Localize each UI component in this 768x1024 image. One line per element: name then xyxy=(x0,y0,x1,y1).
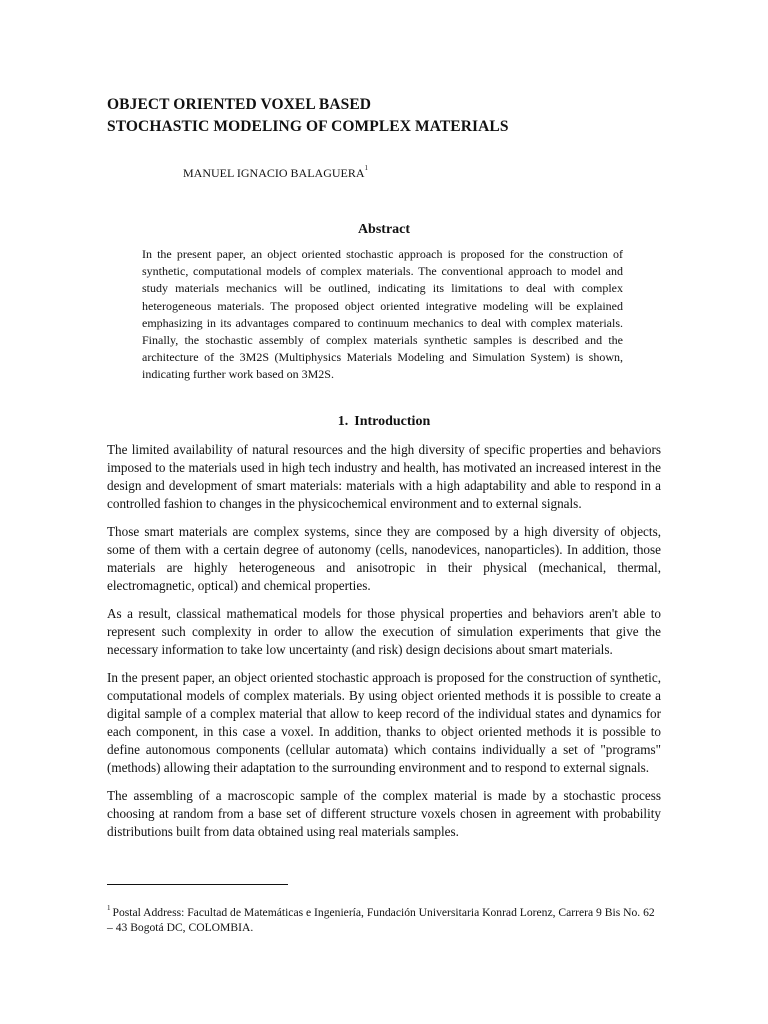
intro-paragraph: In the present paper, an object oriented stochastic approach is proposed for the construction of synthetic, computational models of complex materials. By using object oriented methods it is possible to create a digital sample of a complex material that allow to keep record of the individual states and dynamics for each component, in this case a voxel. In addition, thanks to object oriented methods it is possible to define autonomous components (cellular automata) which contains individually a set of "programs" (methods) allowing their adaptation to the surrounding environment and to respond to external signals. xyxy=(107,670,661,775)
paper-title xyxy=(107,94,509,138)
title-line-1: OBJECT ORIENTED VOXEL BASED xyxy=(107,96,372,113)
section-number: 1. xyxy=(337,414,349,429)
intro-paragraph: Those smart materials are complex systems, since they are composed by a high diversity of objects, some of them with a certain degree of autonomy (cells, nanodevices, nanoparticles). In addition, those materials are highly heterogeneous and anisotropic in their physical (mechanical, thermal, electromagnetic, optical) and chemical properties. xyxy=(107,524,661,593)
abstract-heading: Abstract xyxy=(357,222,411,237)
title-line-2: STOCHASTIC MODELING OF COMPLEX MATERIALS xyxy=(107,118,509,135)
footnote-text: Postal Address: Facultad de Matemáticas e Ingeniería, Fundación Universitaria Konrad Lorenz, Carrera 9 Bis No. 62 – 43 Bogotá DC, COLOMBIA. xyxy=(107,905,655,935)
abstract-body: In the present paper, an object oriented stochastic approach is proposed for the construction of synthetic, computational models of complex materials. The conventional approach to model and study materials mechanics will be outlined, indicating its limitations to deal with complex heterogeneous materials. The proposed object oriented integrative modeling will be explained emphasizing in its advantages compared to continuum mechanics to deal with complex materials. Finally, the stochastic assembly of complex materials synthetic samples is described and the architecture of the 3M2S (Multiphysics Materials Modeling and Simulation System) is shown, indicating further work based on 3M2S. xyxy=(142,247,623,382)
introduction-body xyxy=(107,441,661,851)
intro-paragraph: As a result, classical mathematical models for those physical properties and behaviors aren't able to represent such complexity in order to allow the execution of simulation experiments that give the necessary information to take low uncertainty (and risk) design decisions about smart materials. xyxy=(107,606,661,657)
author-name: MANUEL IGNACIO BALAGUERA xyxy=(183,166,365,180)
author-footnote-mark[interactable]: 1 xyxy=(364,164,369,172)
section-heading-introduction xyxy=(0,414,768,430)
section-title: Introduction xyxy=(354,414,431,429)
intro-paragraph: The limited availability of natural resources and the high diversity of specific properties and behaviors imposed to the materials used in high tech industry and health, has motivated an increased interest in the design and development of smart materials: materials with a high adaptability and able to respond in a controlled fashion to changes in the physicochemical environment and to external signals. xyxy=(107,442,661,511)
footnote-divider xyxy=(107,884,288,885)
author-line xyxy=(183,166,368,181)
intro-paragraph: The assembling of a macroscopic sample of the complex material is made by a stochastic process choosing at random from a base set of different structure voxels chosen in agreement with probability distributions built from data obtained using real materials samples. xyxy=(107,788,661,839)
footnote xyxy=(107,902,661,936)
footnote-mark: 1 xyxy=(107,904,111,912)
